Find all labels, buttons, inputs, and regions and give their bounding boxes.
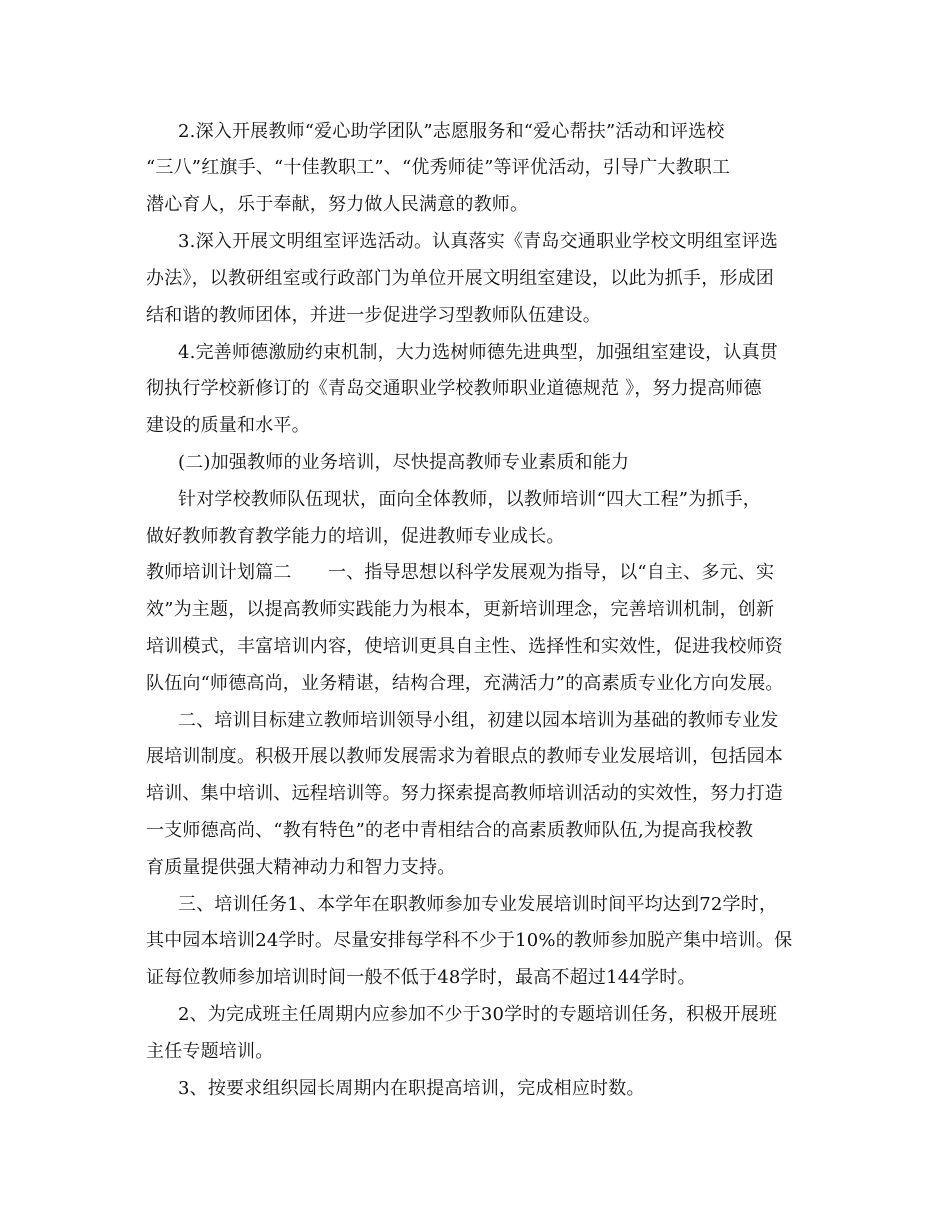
text-line: 主任专题培训。 — [146, 1041, 274, 1062]
text-line: 三、培训任务1、本学年在职教师参加专业发展培训时间平均达到72学时， — [178, 894, 778, 915]
text-line: 证每位教师参加培训时间一般不低于48学时，最高不超过144学时。 — [146, 967, 696, 988]
text-line: 一支师德高尚、“教有特色”的老中青相结合的高素质教师队伍,为提高我校教 — [146, 820, 754, 841]
text-line: 育质量提供强大精神动力和智力支持。 — [146, 857, 456, 878]
text-line: 建设的质量和水平。 — [146, 415, 310, 436]
text-line: 3、按要求组织园长周期内在职提高培训，完成相应时数。 — [178, 1078, 645, 1099]
section-heading: (二)加强教师的业务培训，尽快提高教师专业素质和能力 — [178, 452, 630, 473]
text-line: 做好教师教育教学能力的培训，促进教师专业成长。 — [146, 526, 565, 547]
text-line: 培训模式，丰富培训内容，使培训更具自主性、选择性和实效性，促进我校师资 — [146, 636, 783, 657]
text-line: 其中园本培训24学时。尽量安排每学科不少于10%的教师参加脱产集中培训。保 — [146, 930, 793, 951]
text-line: 效”为主题，以提高教师实践能力为根本，更新培训理念，完善培训机制，创新 — [146, 599, 775, 620]
text-line: 教师培训计划篇二 一、指导思想以科学发展观为指导，以“自主、多元、实 — [146, 562, 775, 583]
text-line: 4.完善师德激励约束机制，大力选树师德先进典型，加强组室建设，认真贯 — [178, 342, 778, 363]
text-line: 展培训制度。积极开展以教师发展需求为着眼点的教师专业发展培训，包括园本 — [146, 746, 783, 767]
text-line: 办法》，以教研组室或行政部门为单位开展文明组室建设，以此为抓手，形成团 — [146, 268, 774, 289]
text-line: 二、培训目标建立教师培训领导小组，初建以园本培训为基础的教师专业发 — [178, 710, 779, 731]
text-line: 培训、集中培训、远程培训等。努力探索提高教师培训活动的实效性，努力打造 — [146, 783, 783, 804]
text-line: 彻执行学校新修订的《青岛交通职业学校教师职业道德规范 》，努力提高师德 — [146, 378, 762, 399]
text-line: 3.深入开展文明组室评选活动。认真落实《青岛交通职业学校文明组室评选 — [178, 231, 778, 252]
text-line: “三八”红旗手、“十佳教职工”、“优秀师徒”等评优活动，引导广大教职工 — [146, 157, 731, 178]
text-line: 队伍向“师德高尚，业务精谌，结构合理，充满活力”的高素质专业化方向发展。 — [146, 673, 784, 694]
text-line: 结和谐的教师团体，并进一步促进学习型教师队伍建设。 — [146, 305, 601, 326]
text-line: 针对学校教师队伍现状，面向全体教师，以教师培训“四大工程”为抓手， — [178, 489, 762, 510]
text-line: 潜心育人，乐于奉献，努力做人民满意的教师。 — [146, 194, 529, 215]
text-line: 2.深入开展教师“爱心助学团队”志愿服务和“爱心帮扶”活动和评选校 — [178, 121, 725, 142]
text-line: 2、为完成班主任周期内应参加不少于30学时的专题培训任务，积极开展班 — [178, 1004, 778, 1025]
